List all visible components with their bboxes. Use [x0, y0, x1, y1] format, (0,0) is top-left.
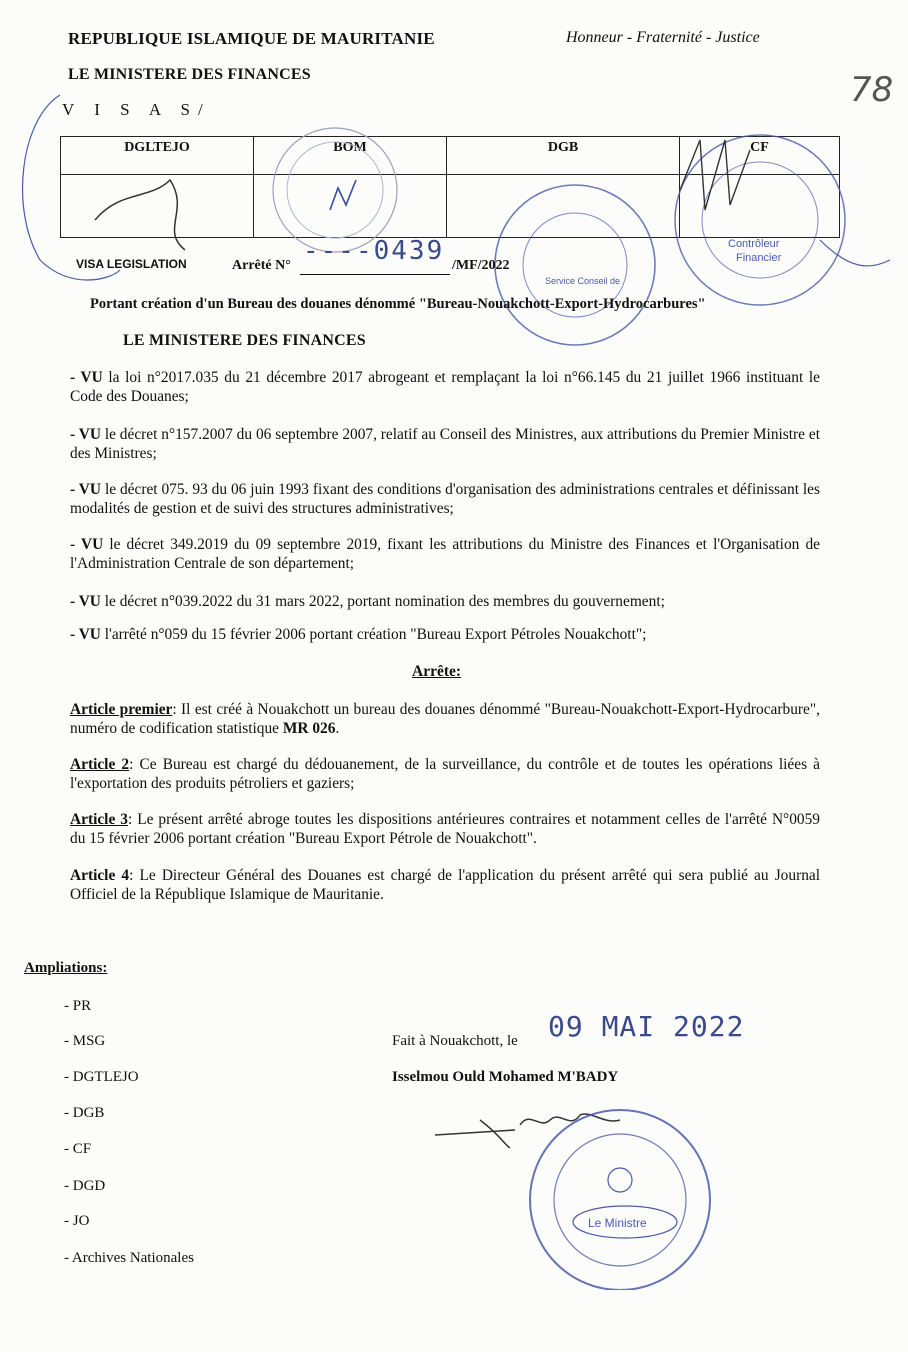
consideration-text: le décret n°039.2022 du 31 mars 2022, portant nomination des membres du gouvernement; [100, 593, 665, 610]
conseil-stamp-circle [495, 185, 655, 345]
minister-seal-text: Le Ministre [588, 1216, 647, 1230]
arrete-number-label: Arrêté N° [232, 258, 291, 273]
country-title: REPUBLIQUE ISLAMIQUE DE MAURITANIE [68, 29, 435, 48]
visa-legislation-label: VISA LEGISLATION [76, 257, 187, 271]
signature-arc [23, 95, 120, 280]
article-text: : Le Directeur Général des Douanes est chargé de l'application du présent arrêté qui sera publié au Journal Officiel de la République Islamique de Mauritanie. [70, 867, 820, 903]
ampliation-item: - JO [64, 1213, 90, 1229]
vu-prefix: - VU [70, 426, 101, 443]
vu-prefix: - VU [70, 369, 103, 386]
national-motto: Honneur - Fraternité - Justice [566, 29, 760, 46]
bom-stamp-inner [287, 142, 383, 238]
vu-prefix: - VU [70, 593, 101, 610]
statistical-code: MR 026 [282, 720, 336, 737]
consideration-1 [70, 368, 820, 406]
visa-col-cf: CF [680, 137, 840, 175]
consideration-text: le décret 075. 93 du 06 juin 1993 fixant des conditions d'organisation des administrations centrales et définissant les modalités de gestion et de suivi des structures administratives; [70, 481, 820, 517]
visa-col-bom: BOM [254, 137, 447, 175]
controleur-stamp-text: Contrôleur [728, 238, 780, 250]
minister-signature [435, 1114, 620, 1148]
ampliation-item: - CF [64, 1141, 92, 1157]
visas-label: V I S A S/ [62, 100, 211, 119]
cf-signature-tail [820, 240, 890, 266]
vu-prefix: - VU [70, 626, 101, 643]
minister-seal-outer [530, 1110, 710, 1290]
ampliation-item: - DGB [64, 1105, 105, 1121]
signature-place: Fait à Nouakchott, le [392, 1033, 518, 1049]
consideration-text: la loi n°2017.035 du 21 décembre 2017 abrogeant et remplaçant la loi n°66.145 du 21 juillet 1966 instituant le Code des Douanes; [70, 369, 820, 405]
article-label: Article premier [70, 701, 173, 718]
decree-subject: Portant création d'un Bureau des douanes dénommé "Bureau-Nouakchott-Export-Hydrocarbures" [90, 296, 706, 312]
minister-signature-and-seal [420, 1090, 740, 1290]
bom-signature [330, 180, 356, 210]
ampliation-item: - MSG [64, 1033, 106, 1049]
consideration-text: l'arrêté n°059 du 15 février 2006 portant création "Bureau Export Pétroles Nouakchott"; [100, 626, 647, 643]
article-4 [70, 866, 820, 904]
vu-prefix: - VU [70, 481, 102, 498]
ministry-title: LE MINISTERE DES FINANCES [68, 66, 311, 83]
article-label: Article 2 [70, 756, 130, 773]
consideration-text: le décret n°157.2007 du 06 septembre 2007, relatif au Conseil des Ministres, aux attributions du Premier Ministre et des Ministres; [70, 426, 820, 462]
article-1 [70, 700, 820, 738]
consideration-5 [70, 592, 820, 611]
signatory-name: Isselmou Ould Mohamed M'BADY [392, 1069, 619, 1085]
handwritten-page-mark: 78 [850, 70, 894, 110]
article-text: : Il est créé à Nouakchott un bureau des douanes dénommé "Bureau-Nouakchott-Export-Hydrocarbure", numéro de codification statistique [70, 701, 820, 737]
ampliation-item: - PR [64, 998, 92, 1014]
article-text: : Ce Bureau est chargé du dédouanement, de la surveillance, du contrôle et de toutes les opérations liées à l'exportation des produits pétroliers et gaziers; [70, 756, 821, 792]
consideration-3 [70, 480, 820, 518]
signature-date-stamp: 09 MAI 2022 [548, 1010, 745, 1043]
dgltejo-signature [95, 180, 185, 250]
arrete-number-line [300, 274, 450, 275]
visa-stamps-overlay [0, 80, 908, 360]
arrete-number-stamp: ----0439 [303, 236, 445, 266]
article-3 [70, 810, 820, 848]
ampliations-title: Ampliations: [24, 960, 108, 976]
article-2 [70, 755, 820, 793]
article-label: Article 3 [70, 811, 128, 828]
bom-stamp-circle [273, 128, 397, 252]
conseil-stamp-text: Service Conseil de [545, 276, 621, 286]
consideration-text: le décret 349.2019 du 09 septembre 2019, fixant les attributions du Ministre des Finances et l'Organisation de l'Administration Centrale de son département; [70, 536, 820, 572]
consideration-6 [70, 625, 820, 644]
ampliation-item: - DGD [64, 1178, 106, 1194]
article-text: : Le présent arrêté abroge toutes les dispositions antérieures contraires et notamment celles de l'arrêté N°0059 du 15 février 2006 portant création "Bureau Export Pétrole de Nouakchott". [70, 811, 820, 847]
cf-signature [680, 140, 750, 210]
ampliation-item: - Archives Nationales [64, 1250, 194, 1266]
seal-emblem-icon [608, 1168, 632, 1192]
consideration-2 [70, 425, 820, 463]
minister-seal-inner [554, 1134, 686, 1266]
financier-stamp-text: Financier [736, 252, 782, 264]
ampliation-item: - DGTLEJO [64, 1069, 139, 1085]
arrete-heading: Arrête: [412, 663, 462, 680]
controleur-stamp-circle [675, 135, 845, 305]
arrete-suffix: /MF/2022 [452, 258, 510, 273]
visa-col-dgltejo: DGLTEJO [61, 137, 254, 175]
article-label: Article 4 [70, 867, 130, 884]
article-tail: . [335, 720, 340, 737]
ministry-heading: LE MINISTERE DES FINANCES [123, 332, 366, 349]
visa-col-dgb: DGB [447, 137, 680, 175]
consideration-4 [70, 535, 820, 573]
vu-prefix: - VU [70, 536, 104, 553]
